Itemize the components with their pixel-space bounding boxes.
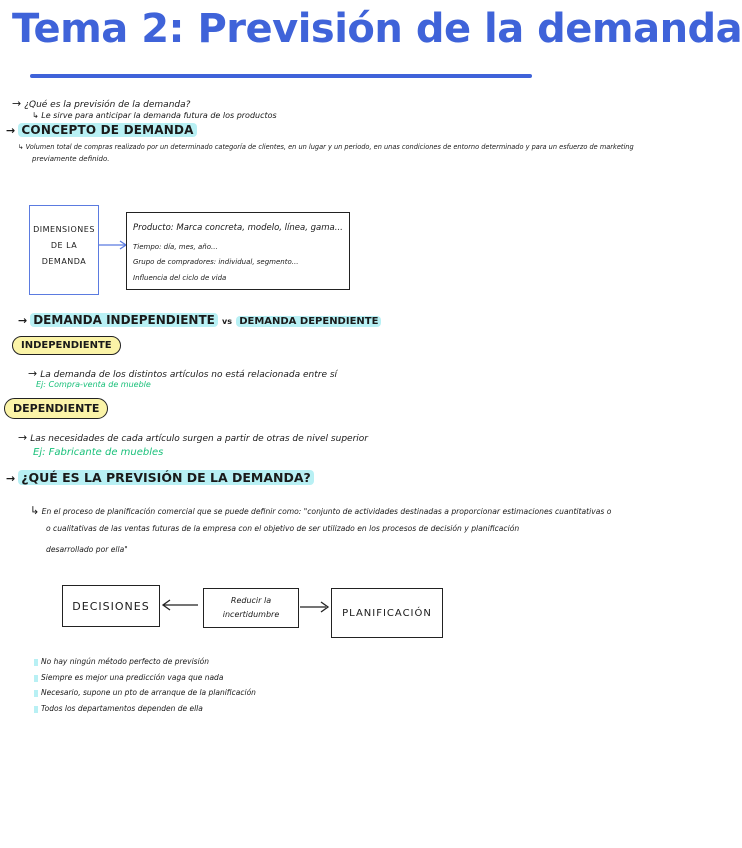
reducir-label: Reducir la incertidumbre	[222, 596, 280, 619]
dependiente-example: Ej: Fabricante de muebles	[33, 447, 164, 458]
return-arrow-icon: ↳	[30, 504, 40, 517]
prevision-heading: ¿QUÉ ES LA PREVISIÓN DE LA DEMANDA?	[18, 470, 314, 485]
arrow-right-icon: →	[18, 431, 28, 444]
intro-question: ¿Qué es la previsión de la demanda?	[24, 100, 191, 110]
arrow-right-icon: →	[18, 314, 28, 327]
note-item: Siempre es mejor una predicción vaga que nada	[34, 673, 223, 682]
planificacion-box	[331, 588, 443, 638]
prevision-line1-row	[30, 504, 611, 517]
concepto-text-row	[18, 143, 634, 151]
prevision-line1: En el proceso de planificación comercial que se puede definir como: "conjunto de actividades destinadas a proporcionar estimaciones cuantitativas o	[41, 507, 612, 516]
independiente-text: La demanda de los distintos artículos no está relacionada entre sí	[40, 370, 338, 380]
arrow-right-icon: →	[28, 367, 38, 380]
arrow-right-icon: →	[6, 472, 16, 485]
arrow-right-connector	[298, 600, 332, 614]
indep-dep-heading-row	[18, 313, 381, 327]
intro-answer: Le sirve para anticipar la demanda futura de los productos	[41, 111, 277, 120]
note-item: Necesario, supone un pto de arranque de la planificación	[34, 688, 256, 697]
intro-question-row	[12, 97, 190, 110]
arrow-right-icon: →	[6, 124, 16, 137]
decisiones-box	[62, 585, 160, 627]
note-item: No hay ningún método perfecto de previsión	[34, 657, 209, 666]
dimensiones-box	[29, 205, 99, 295]
prevision-heading-row	[6, 470, 314, 485]
decisiones-label: DECISIONES	[72, 599, 150, 613]
independiente-badge: INDEPENDIENTE	[12, 336, 121, 355]
vs-label: vs	[222, 317, 232, 326]
indep-heading: DEMANDA INDEPENDIENTE	[30, 313, 218, 327]
return-arrow-icon: ↳	[18, 143, 24, 151]
intro-answer-row	[32, 111, 277, 120]
prevision-line3: desarrollado por ella"	[46, 545, 128, 554]
dep-heading: DEMANDA DEPENDIENTE	[236, 316, 381, 327]
arrow-right-icon: →	[12, 97, 22, 110]
independiente-example: Ej: Compra-venta de mueble	[36, 380, 151, 389]
dimension-item: Producto: Marca concreta, modelo, línea, gama...	[133, 223, 343, 233]
concepto-heading-row	[6, 123, 197, 137]
dimension-item: Tiempo: día, mes, año...	[133, 243, 218, 251]
return-arrow-icon: ↳	[32, 111, 39, 120]
page-title: Tema 2: Previsión de la demanda	[12, 6, 742, 52]
independiente-text-row	[28, 367, 337, 380]
arrow-left-connector	[160, 598, 202, 612]
reducir-box	[203, 588, 299, 628]
dimensiones-list-box	[126, 212, 350, 290]
dimension-item: Grupo de compradores: individual, segmento...	[133, 258, 299, 266]
dimensiones-label: DIMENSIONES DE LA DEMANDA	[33, 225, 95, 266]
dependiente-badge: DEPENDIENTE	[4, 398, 108, 419]
concepto-text-line1: Volumen total de compras realizado por un determinado categoría de clientes, en un lugar y un periodo, en unas condiciones de entorno determinado y para un esfuerzo de marketing	[25, 143, 634, 151]
title-underline	[30, 74, 532, 78]
note-item: Todos los departamentos dependen de ella	[34, 704, 203, 713]
dependiente-text: Las necesidades de cada artículo surgen a partir de otras de nivel superior	[30, 434, 368, 444]
concepto-heading: CONCEPTO DE DEMANDA	[18, 123, 196, 137]
planificacion-label: PLANIFICACIÓN	[342, 607, 432, 619]
dependiente-text-row	[18, 431, 368, 444]
prevision-line2: o cualitativas de las ventas futuras de la empresa con el objetivo de ser utilizado en los procesos de decisión y planificación	[46, 524, 520, 533]
concepto-text-line2: previamente definido.	[32, 155, 110, 163]
dimension-item: Influencia del ciclo de vida	[133, 274, 227, 282]
